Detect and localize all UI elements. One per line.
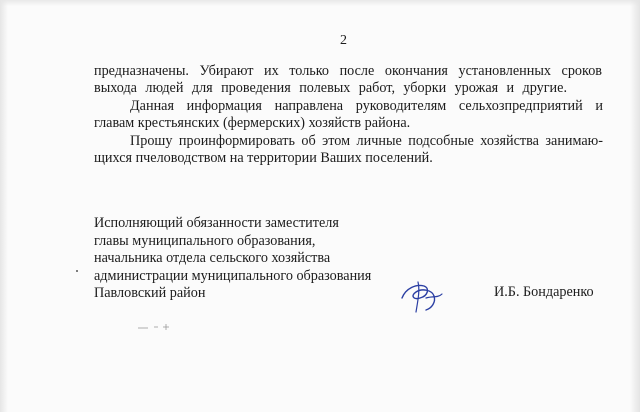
scan-shadow-top [0,0,640,6]
signatory-title-line-1: Исполняющий обязанности заместителя [94,215,339,231]
body-line-2: выхода людей для проведения полевых работ, уборки урожая и другие. [94,80,567,96]
handwritten-signature [398,278,448,314]
body-line-5: Прошу проинформировать об этом личные подсобные хозяйства занимаю- [130,133,603,149]
scan-shadow-right [630,0,640,412]
body-line-6: щихся пчеловодством на территории Ваших поселений. [94,150,433,166]
signatory-name: И.Б. Бондаренко [494,284,594,300]
scan-specks [136,318,180,334]
body-line-3: Данная информация направлена руководителям сельхозпредприятий и [130,98,603,114]
signatory-title-line-5: Павловский район [94,285,206,301]
signatory-title-line-3: начальника отдела сельского хозяйства [94,250,331,266]
signatory-title-line-4: администрации муниципального образования [94,268,372,284]
scan-dot-mark [76,270,78,272]
signatory-title-line-2: главы муниципального образования, [94,233,316,249]
body-line-1: предназначены. Убирают их только после окончания установленных сроков [94,63,602,79]
scan-shadow-left [0,0,8,412]
page-number: 2 [340,33,347,48]
body-line-4: главам крестьянских (фермерских) хозяйств района. [94,115,411,131]
